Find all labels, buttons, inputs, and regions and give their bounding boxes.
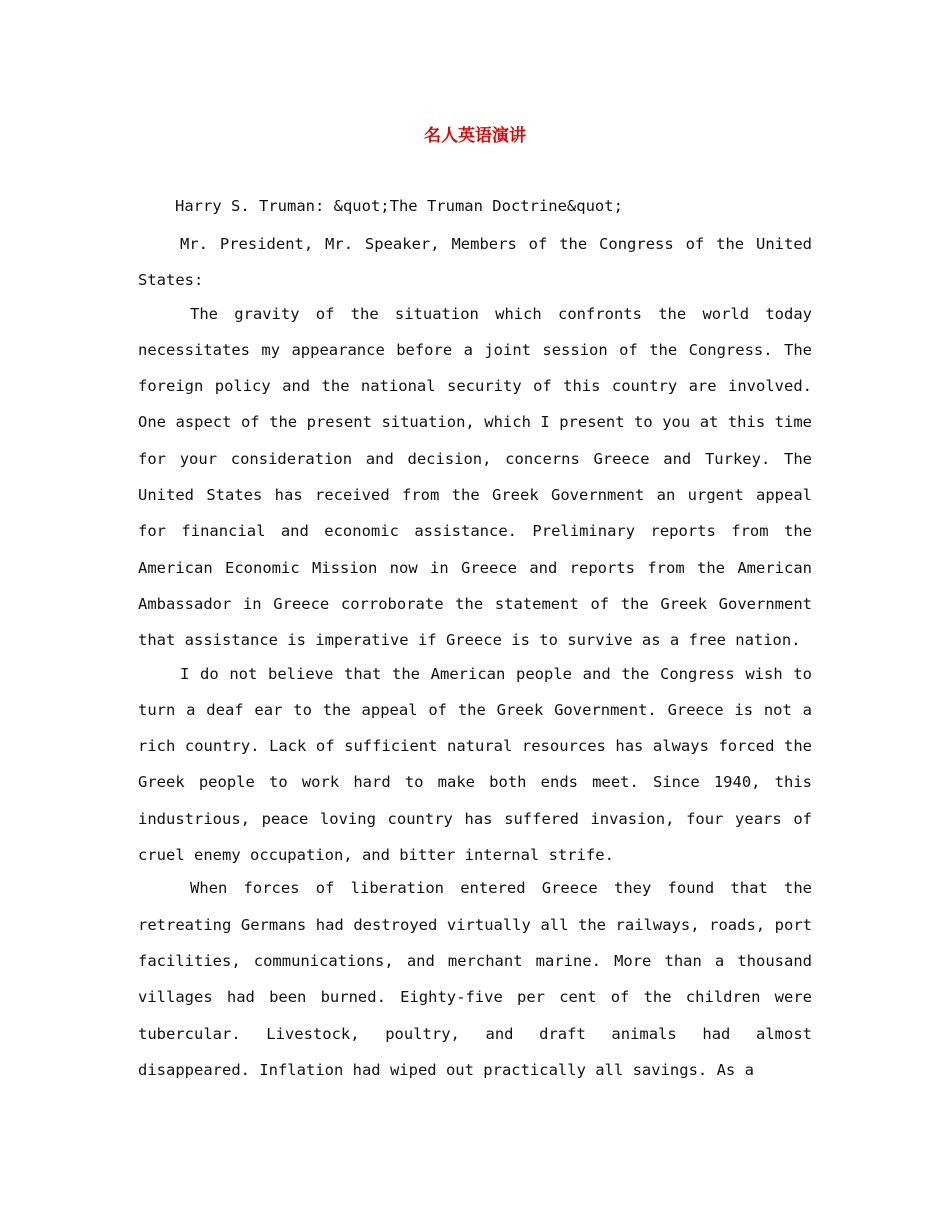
- document-title: 名人英语演讲: [424, 126, 526, 146]
- paragraph-liberation: When forces of liberation entered Greece they found that the retreating Germans had destroyed virtually all the railways, roads, port facilities, communications, and merchant marine. More than a thousand villages had been burned. Eighty-five per cent of the children were tubercular. Livestock, poultry, and draft animals had almost disappeared. Inflation had wiped out practically all savings. As a: [138, 879, 812, 1079]
- document-body: [138, 192, 812, 1085]
- paragraph-gravity: The gravity of the situation which confronts the world today necessitates my appearance before a joint session of the Congress. The foreign policy and the national security of this country are involved. One aspect of the present situation, which I present to you at this time for your consideration and decision, concerns Greece and Turkey. The United States has received from the Greek Government an urgent appeal for financial and economic assistance. Preliminary reports from the American Economic Mission now in Greece and reports from the American Ambassador in Greece corroborate the statement of the Greek Government that assistance is imperative if Greece is to survive as a free nation.: [138, 304, 812, 650]
- paragraph-salutation: Mr. President, Mr. Speaker, Members of the Congress of the United States:: [138, 235, 812, 290]
- paragraph-greek-government: I do not believe that the American people and the Congress wish to turn a deaf ear to the appeal of the Greek Government. Greece is not a rich country. Lack of sufficient natural resources has always forced the Greek people to work hard to make both ends meet. Since 1940, this industrious, peace loving country has suffered invasion, four years of cruel enemy occupation, and bitter internal strife.: [138, 664, 812, 865]
- speech-heading: Harry S. Truman: &quot;The Truman Doctrine&quot;: [175, 197, 623, 215]
